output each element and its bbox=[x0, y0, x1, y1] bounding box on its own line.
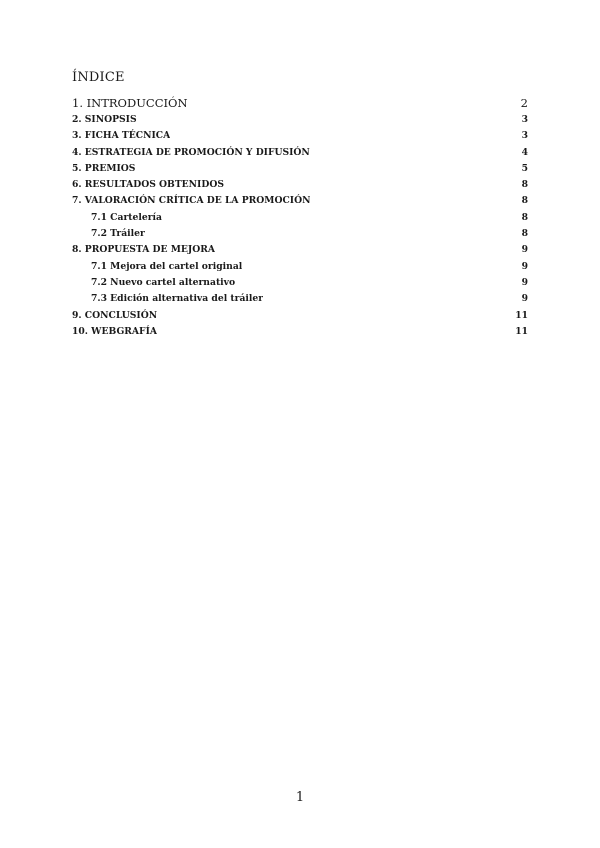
toc-subentry-carteleria[interactable] bbox=[72, 210, 528, 226]
toc-entry-page: 9 bbox=[521, 260, 528, 272]
toc-entry-label: 7.2 Tráiler bbox=[91, 228, 145, 240]
toc-entry-label: 8. PROPUESTA DE MEJORA bbox=[72, 244, 216, 256]
toc-entry-page: 11 bbox=[515, 325, 528, 337]
toc-entry-label: 6. RESULTADOS OBTENIDOS bbox=[72, 179, 224, 191]
toc-entry-label: 4. ESTRATEGIA DE PROMOCIÓN Y DIFUSIÓN bbox=[72, 146, 310, 158]
page-title: ÍNDICE bbox=[72, 70, 125, 85]
toc-entry-page: 8 bbox=[521, 211, 528, 223]
toc-entry-propuesta[interactable] bbox=[72, 242, 528, 258]
toc-entry-label: 7.1 Mejora del cartel original bbox=[91, 260, 243, 272]
toc-entry-label: 1. INTRODUCCIÓN bbox=[72, 96, 188, 110]
toc-entry-page: 8 bbox=[521, 195, 528, 207]
toc-entry-label: 2. SINOPSIS bbox=[72, 114, 137, 125]
toc-entry-ficha-tecnica[interactable] bbox=[72, 128, 528, 144]
toc-entry-page: 3 bbox=[521, 130, 528, 142]
toc-entry-page: 5 bbox=[521, 162, 528, 174]
toc-entry-page: 2 bbox=[520, 96, 528, 110]
toc-entry-label: 7.2 Nuevo cartel alternativo bbox=[91, 276, 236, 288]
toc-entry-premios[interactable] bbox=[72, 161, 528, 177]
toc-subentry-edicion-trailer[interactable] bbox=[72, 291, 528, 307]
toc-entry-page: 11 bbox=[515, 309, 528, 321]
toc-entry-webgrafia[interactable] bbox=[72, 324, 528, 340]
toc-entry-label: 7. VALORACIÓN CRÍTICA DE LA PROMOCIÓN bbox=[72, 195, 311, 207]
toc-entry-label: 9. CONCLUSIÓN bbox=[72, 309, 158, 321]
toc-subentry-nuevo-cartel[interactable] bbox=[72, 275, 528, 291]
toc-entry-conclusion[interactable] bbox=[72, 308, 528, 324]
table-of-contents bbox=[72, 95, 528, 340]
toc-entry-page: 9 bbox=[521, 293, 528, 305]
toc-entry-label: 10. WEBGRAFÍA bbox=[72, 325, 157, 337]
toc-entry-valoracion[interactable] bbox=[72, 193, 528, 209]
toc-entry-page: 8 bbox=[521, 179, 528, 191]
toc-entry-label: 3. FICHA TÉCNICA bbox=[72, 130, 171, 142]
page-number: 1 bbox=[295, 790, 305, 805]
toc-entry-resultados[interactable] bbox=[72, 177, 528, 193]
toc-entry-sinopsis[interactable] bbox=[72, 112, 528, 128]
toc-entry-page: 9 bbox=[521, 244, 528, 256]
toc-entry-page: 3 bbox=[521, 114, 528, 125]
toc-entry-label: 5. PREMIOS bbox=[72, 162, 136, 174]
toc-subentry-trailer[interactable] bbox=[72, 226, 528, 242]
toc-subentry-mejora-cartel[interactable] bbox=[72, 259, 528, 275]
toc-entry-introduccion[interactable] bbox=[72, 95, 528, 112]
toc-entry-page: 8 bbox=[521, 228, 528, 240]
toc-entry-page: 4 bbox=[521, 146, 528, 158]
toc-entry-estrategia[interactable] bbox=[72, 145, 528, 161]
toc-entry-label: 7.3 Edición alternativa del tráiler bbox=[91, 293, 264, 305]
toc-entry-label: 7.1 Cartelería bbox=[91, 211, 162, 223]
toc-entry-page: 9 bbox=[521, 276, 528, 288]
